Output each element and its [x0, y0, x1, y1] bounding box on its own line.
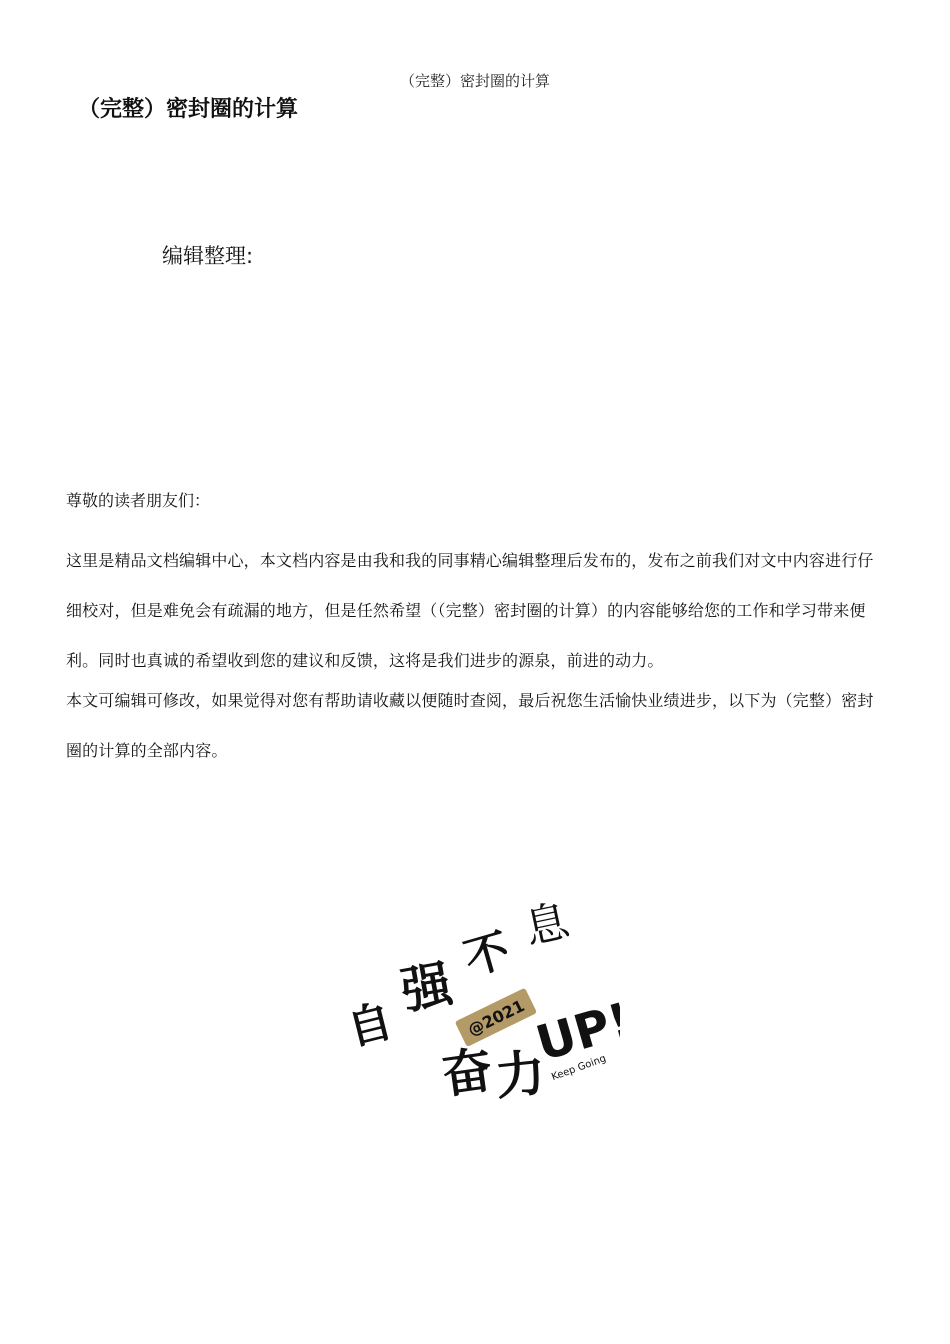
reader-letter [66, 486, 886, 776]
keep-going-text: Keep Going [550, 1053, 608, 1084]
badge-char-6: 力 [492, 1042, 549, 1107]
year-ribbon [455, 988, 537, 1047]
letter-paragraph-2: 本文可编辑可修改，如果觉得对您有帮助请收藏以便随时查阅，最后祝您生活愉快业绩进步，以下为（完整）密封圈的计算的全部内容。 [66, 691, 874, 760]
badge-char-4: 息 [520, 895, 574, 955]
badge-char-2: 强 [396, 953, 457, 1021]
letter-paragraph-1: 这里是精品文档编辑中心，本文档内容是由我和我的同事精心编辑整理后发布的，发布之前我们对文中内容进行仔细校对，但是难免会有疏漏的地方，但是任然希望（（完整）密封圈的计算）的内容能够给您的工作和学习带来便利。同时也真诚的希望收到您的建议和反馈，这将是我们进步的源泉，前进的动力。 [66, 551, 874, 670]
motivational-badge-art [330, 890, 620, 1110]
document-title: （完整）密封圈的计算 [78, 97, 299, 122]
year-tag: @2021 [464, 995, 528, 1040]
editor-label: 编辑整理: [162, 244, 254, 268]
motivational-badge [330, 890, 620, 1110]
running-header: （完整）密封圈的计算 [399, 72, 550, 90]
up-text: UP! [530, 992, 620, 1073]
badge-char-5: 奋 [438, 1039, 497, 1105]
letter-greeting: 尊敬的读者朋友们： [66, 491, 211, 510]
badge-char-1: 自 [342, 995, 398, 1056]
badge-char-3: 不 [458, 924, 516, 986]
